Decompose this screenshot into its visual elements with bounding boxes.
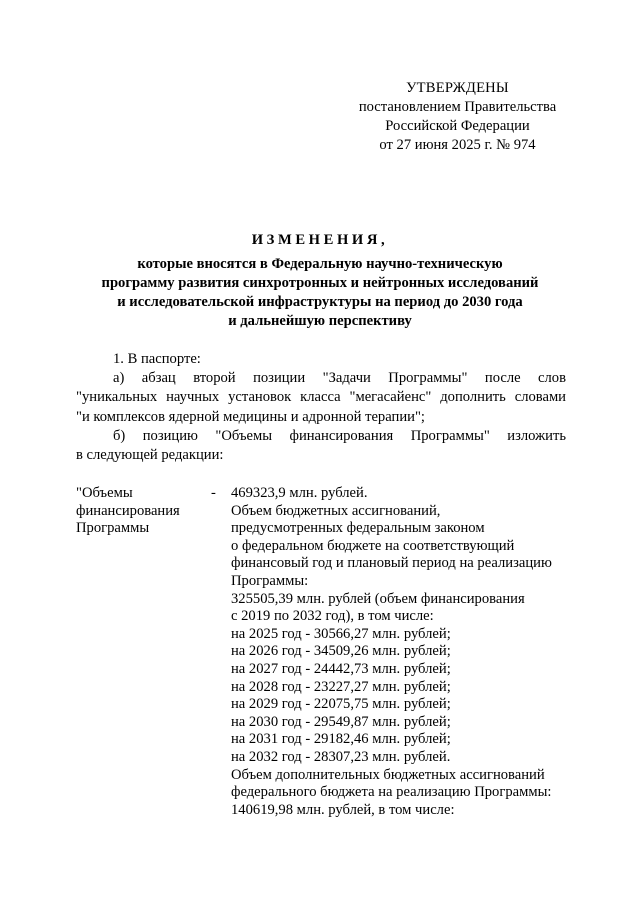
- value-line: на 2025 год - 30566,27 млн. рублей;: [231, 625, 451, 642]
- label-line: "Объемы: [76, 485, 133, 501]
- value-line: на 2027 год - 24442,73 млн. рублей;: [231, 660, 451, 677]
- value-line: на 2028 год - 23227,27 млн. рублей;: [231, 678, 451, 695]
- value-line: о федеральном бюджете на соответствующий: [231, 537, 515, 554]
- value-line: Программы:: [231, 572, 309, 589]
- paragraph-item-a: [76, 369, 566, 427]
- value-line: 325505,39 млн. рублей (объем финансирования: [231, 590, 525, 607]
- heading-subtitle-line: и дальнейшую перспективу: [228, 313, 412, 329]
- heading-subtitle-line: и исследовательской инфраструктуры на период до 2030 года: [117, 294, 523, 310]
- value-line: финансовый год и плановый период на реализацию: [231, 555, 552, 572]
- label-line: Программы: [76, 520, 150, 537]
- approval-date-line: от 27 июня 2025 г. № 974: [379, 137, 536, 153]
- value-line: с 2019 по 2032 год), в том числе:: [231, 608, 434, 625]
- value-line: на 2026 год - 34509,26 млн. рублей;: [231, 643, 451, 660]
- paragraph-item-b: [76, 427, 566, 465]
- paragraph-line: "уникальных научных установок класса "мегасайенс" дополнить словами: [76, 389, 566, 406]
- separator-dash: -: [211, 485, 216, 501]
- value-line: на 2029 год - 22075,75 млн. рублей;: [231, 696, 451, 713]
- value-line: на 2031 год - 29182,46 млн. рублей;: [231, 731, 451, 748]
- value-line: предусмотренных федеральным законом: [231, 520, 485, 537]
- value-line: Объем дополнительных бюджетных ассигнований: [231, 766, 545, 783]
- approval-title: УТВЕРЖДЕНЫ: [406, 80, 509, 96]
- document-body: [76, 350, 566, 465]
- value-line: Объем бюджетных ассигнований,: [231, 502, 441, 519]
- heading-title: ИЗМЕНЕНИЯ,: [251, 232, 389, 248]
- value-line: на 2032 год - 28307,23 млн. рублей.: [231, 748, 451, 765]
- paragraph-item-1: 1. В паспорте:: [113, 351, 201, 367]
- approval-line: Российской Федерации: [385, 118, 530, 134]
- paragraph-line: в следующей редакции:: [76, 447, 224, 464]
- heading-subtitle-line: которые вносятся в Федеральную научно-техническую: [137, 256, 503, 272]
- value-line: федерального бюджета на реализацию Программы:: [231, 784, 552, 801]
- financing-value: [231, 485, 576, 819]
- paragraph-line: а) абзац второй позиции "Задачи Программы" после слов: [113, 370, 566, 387]
- value-line: 140619,98 млн. рублей, в том числе:: [231, 801, 455, 818]
- paragraph-line: "и комплексов ядерной медицины и адронной терапии";: [76, 408, 425, 425]
- financing-label: [76, 485, 206, 538]
- approval-stamp: [330, 79, 585, 155]
- document-heading: [60, 230, 580, 331]
- paragraph-line: б) позицию "Объемы финансирования Программы" изложить: [113, 427, 566, 444]
- value-line: 469323,9 млн. рублей.: [231, 485, 368, 501]
- value-line: на 2030 год - 29549,87 млн. рублей;: [231, 713, 451, 730]
- heading-subtitle-line: программу развития синхротронных и нейтронных исследований: [101, 275, 539, 291]
- approval-line: постановлением Правительства: [358, 99, 557, 115]
- label-line: финансирования: [76, 502, 180, 519]
